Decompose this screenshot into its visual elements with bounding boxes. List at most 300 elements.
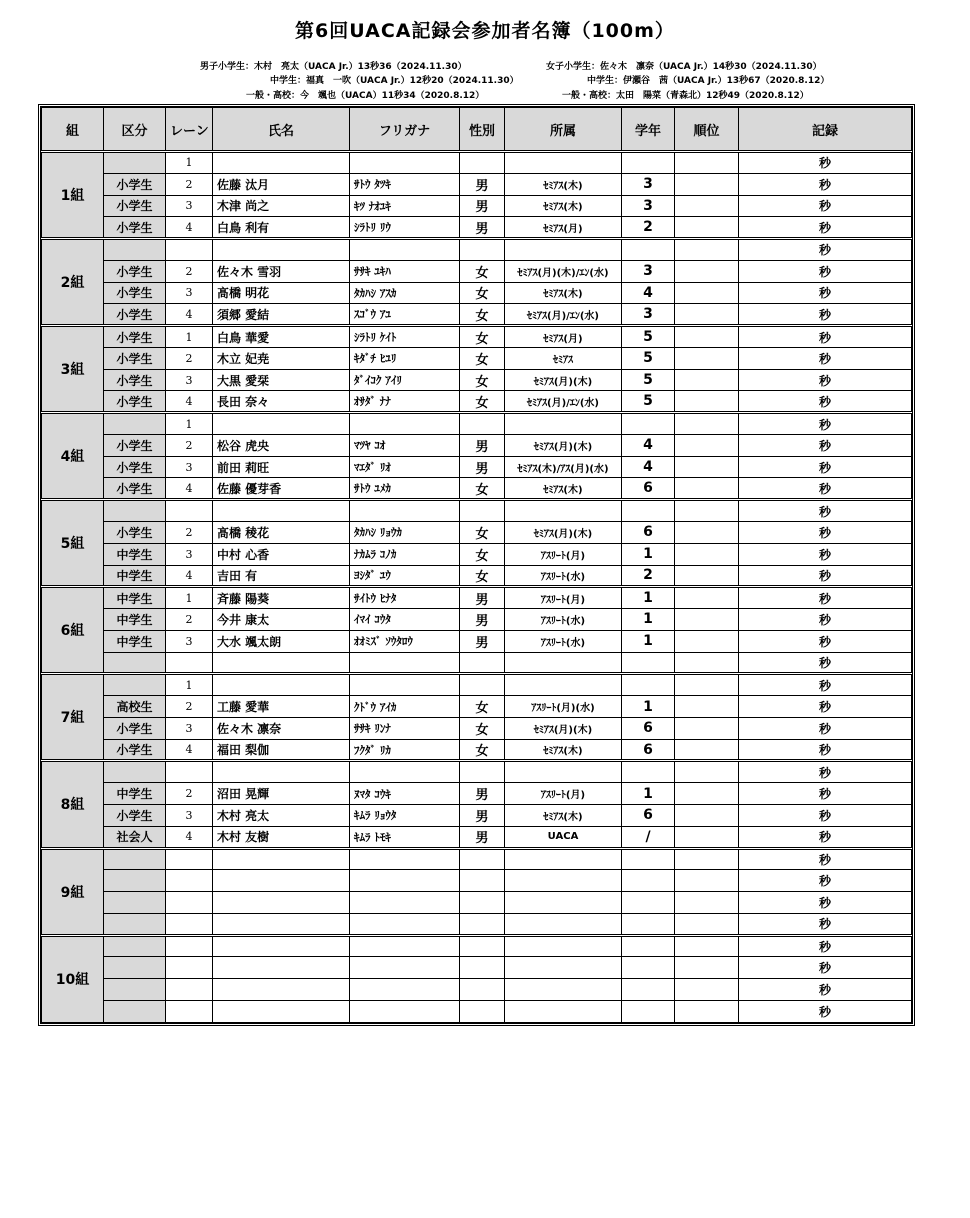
rank-cell [675,478,739,500]
lane-cell [166,870,213,892]
group-label: 10組 [42,935,104,1022]
record-cell: 秒 [739,848,912,870]
grade-cell [622,239,675,261]
furigana-cell [350,239,460,261]
group-label: 8組 [42,761,104,848]
grade-cell: 6 [622,739,675,761]
affiliation-cell [505,892,622,914]
lane-cell: 4 [166,826,213,848]
record-women-general: 一般・高校：太田 陽菜（青森北）12秒49（2020.8.12） [562,91,809,101]
category-cell: 小学生 [104,304,166,326]
lane-cell: 3 [166,717,213,739]
lane-cell [166,761,213,783]
table-row [42,1000,912,1022]
name-cell: 前田 莉旺 [213,456,350,478]
record-cell: 秒 [739,152,912,174]
name-cell [213,913,350,935]
name-cell [213,652,350,674]
rank-cell [675,826,739,848]
furigana-cell [350,913,460,935]
record-cell: 秒 [739,587,912,609]
category-cell: 小学生 [104,804,166,826]
sex-cell: 男 [460,783,505,805]
table-row [42,456,912,478]
group-label: 7組 [42,674,104,761]
record-cell: 秒 [739,369,912,391]
group-label: 6組 [42,587,104,674]
record-cell: 秒 [739,413,912,435]
table-row [42,826,912,848]
furigana-cell [350,413,460,435]
sex-cell: 女 [460,282,505,304]
sex-cell: 女 [460,478,505,500]
record-cell: 秒 [739,260,912,282]
lane-cell: 4 [166,391,213,413]
lane-cell: 1 [166,413,213,435]
header-affiliation: 所属 [505,108,622,152]
table-row [42,979,912,1001]
record-cell: 秒 [739,826,912,848]
affiliation-cell [505,674,622,696]
sex-cell: 女 [460,347,505,369]
name-cell: 佐々木 雪羽 [213,260,350,282]
rank-cell [675,804,739,826]
category-cell: 小学生 [104,739,166,761]
sex-cell [460,500,505,522]
lane-cell [166,957,213,979]
rank-cell [675,609,739,631]
affiliation-cell: ｱｽﾘｰﾄ(水) [505,565,622,587]
furigana-cell: ｷﾂ ﾅｵﾕｷ [350,195,460,217]
grade-cell: 5 [622,369,675,391]
header-lane: レーン [166,108,213,152]
affiliation-cell: ｾﾐｱｽ(月)(木) [505,434,622,456]
grade-cell: 4 [622,456,675,478]
furigana-cell: ｵｻﾀﾞ ﾅﾅ [350,391,460,413]
record-cell: 秒 [739,892,912,914]
furigana-cell [350,1000,460,1022]
rank-cell [675,565,739,587]
rank-cell [675,1000,739,1022]
table-row [42,413,912,435]
header-group: 組 [42,108,104,152]
category-cell: 小学生 [104,456,166,478]
grade-cell [622,152,675,174]
sex-cell: 男 [460,630,505,652]
name-cell [213,239,350,261]
name-cell [213,674,350,696]
table-row [42,195,912,217]
record-cell: 秒 [739,217,912,239]
lane-cell [166,892,213,914]
furigana-cell: ﾖｼﾀﾞ ﾕｳ [350,565,460,587]
rank-cell [675,173,739,195]
rank-cell [675,957,739,979]
name-cell: 髙橋 稜花 [213,522,350,544]
group-label: 2組 [42,239,104,326]
category-cell [104,979,166,1001]
lane-cell: 2 [166,173,213,195]
sex-cell: 男 [460,217,505,239]
name-cell: 今井 康太 [213,609,350,631]
lane-cell: 1 [166,326,213,348]
name-cell: 中村 心香 [213,543,350,565]
affiliation-cell: ｱｽﾘｰﾄ(水) [505,609,622,631]
rank-cell [675,304,739,326]
name-cell [213,979,350,1001]
name-cell: 須郷 愛結 [213,304,350,326]
record-cell: 秒 [739,913,912,935]
category-cell: 高校生 [104,696,166,718]
furigana-cell: ｸﾄﾞｳ ｱｲｶ [350,696,460,718]
affiliation-cell: ｾﾐｱｽ(月)(木) [505,522,622,544]
category-cell [104,870,166,892]
rank-cell [675,587,739,609]
affiliation-cell [505,652,622,674]
lane-cell: 2 [166,434,213,456]
page-title: 第6回UACA記録会参加者名簿（100m） [295,20,675,42]
rank-cell [675,217,739,239]
group-label: 1組 [42,152,104,239]
affiliation-cell [505,413,622,435]
affiliation-cell: ｾﾐｱｽ(月)/ｴﾝ(水) [505,391,622,413]
furigana-cell: ｲﾏｲ ｺｳﾀ [350,609,460,631]
sex-cell [460,979,505,1001]
grade-cell [622,979,675,1001]
affiliation-cell: ｱｽﾘｰﾄ(水) [505,630,622,652]
grade-cell: 5 [622,326,675,348]
affiliation-cell [505,957,622,979]
furigana-cell [350,979,460,1001]
furigana-cell: ﾌｸﾀﾞ ﾘｶ [350,739,460,761]
name-cell: 木津 尚之 [213,195,350,217]
furigana-cell: ﾀｶﾊｼ ｱｽｶ [350,282,460,304]
record-cell: 秒 [739,173,912,195]
group-label: 4組 [42,413,104,500]
category-cell: 小学生 [104,326,166,348]
name-cell [213,413,350,435]
furigana-cell [350,892,460,914]
lane-cell: 4 [166,304,213,326]
affiliation-cell [505,500,622,522]
furigana-cell: ﾏｴﾀﾞ ﾘｵ [350,456,460,478]
name-cell: 木村 亮太 [213,804,350,826]
table-row [42,217,912,239]
table-row [42,587,912,609]
table-row [42,717,912,739]
furigana-cell: ｻｻｷ ﾕｷﾊ [350,260,460,282]
sex-cell: 女 [460,565,505,587]
record-cell: 秒 [739,456,912,478]
sex-cell: 女 [460,304,505,326]
lane-cell: 3 [166,195,213,217]
record-cell: 秒 [739,391,912,413]
grade-cell: 5 [622,347,675,369]
category-cell: 小学生 [104,195,166,217]
record-cell: 秒 [739,717,912,739]
sex-cell [460,892,505,914]
table-row [42,870,912,892]
lane-cell: 3 [166,804,213,826]
furigana-cell: ｵｵﾐｽﾞ ｿｳﾀﾛｳ [350,630,460,652]
table-row [42,935,912,957]
affiliation-cell: ｾﾐｱｽ(木) [505,173,622,195]
rank-cell [675,913,739,935]
record-cell: 秒 [739,696,912,718]
rank-cell [675,413,739,435]
grade-cell: 4 [622,434,675,456]
name-cell [213,957,350,979]
table-row [42,522,912,544]
affiliation-cell [505,1000,622,1022]
record-cell: 秒 [739,870,912,892]
table-row [42,892,912,914]
table-row [42,282,912,304]
furigana-cell: ｷﾑﾗ ﾄﾓｷ [350,826,460,848]
record-cell: 秒 [739,674,912,696]
affiliation-cell: ｾﾐｱｽ(月)(木) [505,717,622,739]
affiliation-cell: ｱｽﾘｰﾄ(月)(水) [505,696,622,718]
category-cell [104,848,166,870]
name-cell: 長田 奈々 [213,391,350,413]
category-cell [104,652,166,674]
affiliation-cell [505,913,622,935]
lane-cell: 1 [166,152,213,174]
grade-cell: 2 [622,217,675,239]
sex-cell: 男 [460,587,505,609]
affiliation-cell: ｾﾐｱｽ(月) [505,326,622,348]
affiliation-cell: ｾﾐｱｽ(月)/ｴﾝ(水) [505,304,622,326]
furigana-cell: ﾏﾂﾔ ｺｵ [350,434,460,456]
record-cell: 秒 [739,522,912,544]
affiliation-cell: ｾﾐｱｽ [505,347,622,369]
sex-cell [460,761,505,783]
lane-cell [166,913,213,935]
record-cell: 秒 [739,783,912,805]
category-cell: 中学生 [104,630,166,652]
grade-cell [622,652,675,674]
header-row [42,108,912,152]
sex-cell [460,674,505,696]
lane-cell: 2 [166,347,213,369]
sex-cell: 女 [460,326,505,348]
group-label: 5組 [42,500,104,587]
table-row [42,848,912,870]
affiliation-cell [505,239,622,261]
category-cell: 小学生 [104,347,166,369]
grade-cell [622,500,675,522]
sex-cell: 女 [460,717,505,739]
table-row [42,434,912,456]
sex-cell: 男 [460,434,505,456]
table-row [42,696,912,718]
sex-cell [460,652,505,674]
lane-cell: 2 [166,260,213,282]
furigana-cell [350,674,460,696]
name-cell: 佐藤 優芽香 [213,478,350,500]
lane-cell: 3 [166,282,213,304]
grade-cell [622,892,675,914]
category-cell: 小学生 [104,369,166,391]
grade-cell: 6 [622,717,675,739]
sex-cell [460,913,505,935]
record-boys-junior-high: 中学生：福真 一吹（UACA Jr.）12秒20（2024.11.30） [270,76,519,86]
furigana-cell: ﾇﾏﾀ ｺｳｷ [350,783,460,805]
rank-cell [675,434,739,456]
rank-cell [675,696,739,718]
category-cell [104,1000,166,1022]
lane-cell: 1 [166,674,213,696]
rank-cell [675,347,739,369]
table-row [42,957,912,979]
lane-cell [166,935,213,957]
grade-cell: 1 [622,587,675,609]
record-girls-elementary: 女子小学生：佐々木 凛奈（UACA Jr.）14秒30（2024.11.30） [546,62,822,72]
name-cell: 白鳥 華愛 [213,326,350,348]
name-cell: 斉藤 陽葵 [213,587,350,609]
lane-cell: 2 [166,696,213,718]
table-row [42,152,912,174]
sex-cell [460,413,505,435]
grade-cell [622,413,675,435]
table-row [42,565,912,587]
category-cell: 小学生 [104,391,166,413]
grade-cell [622,674,675,696]
furigana-cell: ｼﾗﾄﾘ ｹｲﾄ [350,326,460,348]
table-row [42,239,912,261]
rank-cell [675,717,739,739]
record-cell: 秒 [739,609,912,631]
grade-cell [622,848,675,870]
record-cell: 秒 [739,565,912,587]
sex-cell [460,152,505,174]
sex-cell [460,935,505,957]
affiliation-cell [505,979,622,1001]
rank-cell [675,892,739,914]
furigana-cell: ｼﾗﾄﾘ ﾘｳ [350,217,460,239]
rank-cell [675,239,739,261]
affiliation-cell: ｾﾐｱｽ(木) [505,804,622,826]
table-row [42,783,912,805]
grade-cell: 1 [622,696,675,718]
header-sex: 性別 [460,108,505,152]
name-cell [213,870,350,892]
grade-cell: 3 [622,304,675,326]
category-cell: 小学生 [104,173,166,195]
lane-cell: 3 [166,543,213,565]
sex-cell: 女 [460,543,505,565]
furigana-cell: ｻﾄｳ ﾕﾒｶ [350,478,460,500]
category-cell [104,913,166,935]
furigana-cell: ｻﾄｳ ﾀﾂｷ [350,173,460,195]
name-cell: 松谷 虎央 [213,434,350,456]
furigana-cell [350,935,460,957]
rank-cell [675,500,739,522]
group-label: 9組 [42,848,104,935]
sex-cell [460,957,505,979]
record-cell: 秒 [739,347,912,369]
name-cell [213,500,350,522]
furigana-cell [350,957,460,979]
table-row [42,347,912,369]
record-cell: 秒 [739,979,912,1001]
category-cell: 中学生 [104,543,166,565]
name-cell [213,892,350,914]
rank-cell [675,870,739,892]
table-row [42,478,912,500]
participant-roster [38,104,915,1026]
lane-cell: 4 [166,739,213,761]
name-cell: 白鳥 利有 [213,217,350,239]
record-cell: 秒 [739,239,912,261]
header-category: 区分 [104,108,166,152]
affiliation-cell: ｱｽﾘｰﾄ(月) [505,783,622,805]
category-cell: 中学生 [104,609,166,631]
header-name: 氏名 [213,108,350,152]
category-cell: 小学生 [104,478,166,500]
lane-cell: 2 [166,609,213,631]
lane-cell [166,500,213,522]
grade-cell: 3 [622,173,675,195]
table-row [42,761,912,783]
furigana-cell: ｻｻｷ ﾘﾝﾅ [350,717,460,739]
sex-cell: 男 [460,826,505,848]
furigana-cell: ﾅｶﾑﾗ ｺﾉｶ [350,543,460,565]
sex-cell [460,239,505,261]
rank-cell [675,152,739,174]
affiliation-cell: ｱｽﾘｰﾄ(月) [505,543,622,565]
grade-cell [622,870,675,892]
record-cell: 秒 [739,1000,912,1022]
category-cell: 中学生 [104,565,166,587]
table-row [42,500,912,522]
furigana-cell [350,652,460,674]
record-cell: 秒 [739,478,912,500]
lane-cell: 1 [166,587,213,609]
rank-cell [675,369,739,391]
lane-cell [166,979,213,1001]
category-cell: 小学生 [104,282,166,304]
rank-cell [675,979,739,1001]
category-cell: 小学生 [104,717,166,739]
affiliation-cell: ｾﾐｱｽ(木) [505,195,622,217]
affiliation-cell: ｾﾐｱｽ(木)/ｱｽ(月)(水) [505,456,622,478]
name-cell [213,848,350,870]
grade-cell: 1 [622,630,675,652]
name-cell: 佐藤 汰月 [213,173,350,195]
rank-cell [675,391,739,413]
category-cell: 小学生 [104,260,166,282]
table-row [42,652,912,674]
lane-cell [166,652,213,674]
record-cell: 秒 [739,957,912,979]
rank-cell [675,282,739,304]
sex-cell [460,870,505,892]
lane-cell: 2 [166,783,213,805]
record-boys-elementary: 男子小学生：木村 亮太（UACA Jr.）13秒36（2024.11.30） [200,62,467,72]
name-cell [213,1000,350,1022]
grade-cell: 6 [622,478,675,500]
name-cell [213,152,350,174]
affiliation-cell [505,152,622,174]
affiliation-cell: ｾﾐｱｽ(木) [505,739,622,761]
affiliation-cell: ｾﾐｱｽ(木) [505,282,622,304]
table-row [42,326,912,348]
rank-cell [675,456,739,478]
sex-cell [460,1000,505,1022]
name-cell: 木村 友樹 [213,826,350,848]
furigana-cell [350,870,460,892]
